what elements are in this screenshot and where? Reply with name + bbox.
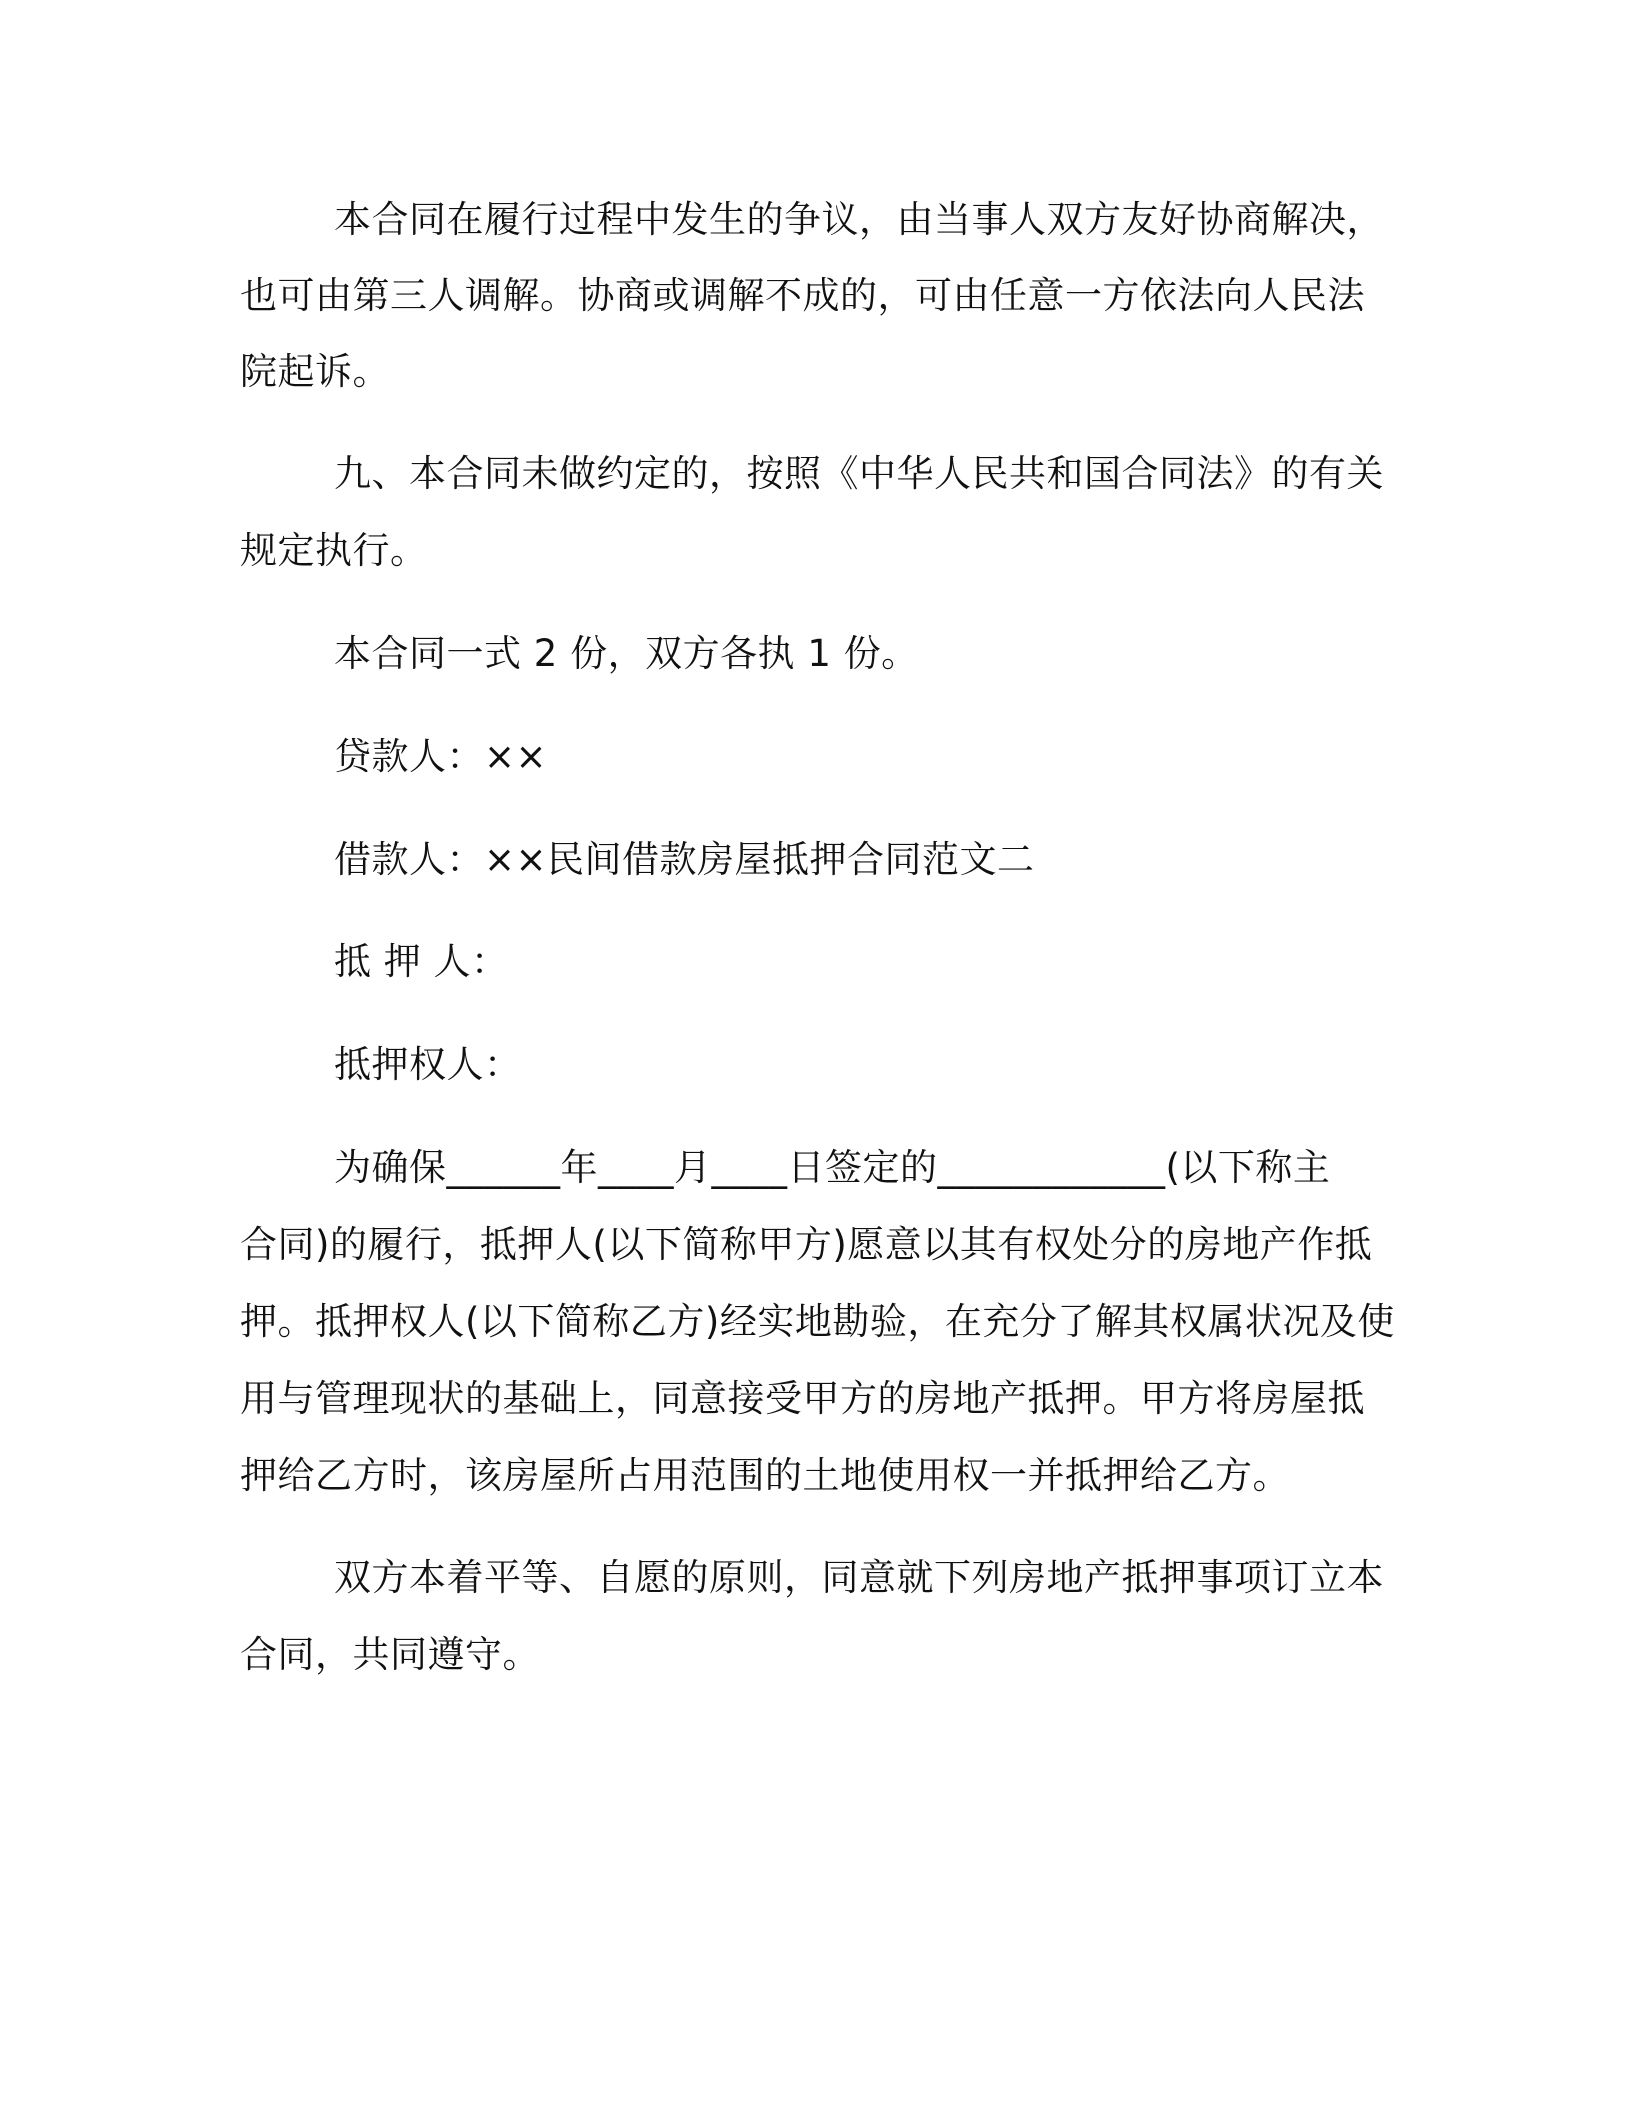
borrower-line: 借款人：××民间借款房屋抵押合同范文二	[334, 838, 1035, 881]
text-line: 九、本合同未做约定的，按照《中华人民共和国合同法》的有关	[334, 452, 1384, 495]
text-line: 押。抵押权人(以下简称乙方)经实地勘验，在充分了解其权属状况及使	[240, 1300, 1395, 1343]
mortgagor-line: 抵 押 人：	[334, 940, 509, 983]
text-line: 用与管理现状的基础上，同意接受甲方的房地产抵押。甲方将房屋抵	[240, 1377, 1365, 1420]
mortgagee-line: 抵押权人：	[334, 1043, 522, 1086]
text-line: 合同)的履行，抵押人(以下简称甲方)愿意以其有权处分的房地产作抵	[240, 1223, 1373, 1266]
text-line: 双方本着平等、自愿的原则，同意就下列房地产抵押事项订立本	[334, 1556, 1384, 1599]
text-line: 院起诉。	[240, 350, 390, 393]
text-line: 合同，共同遵守。	[240, 1633, 540, 1676]
text-line: 本合同在履行过程中发生的争议，由当事人双方友好协商解决，	[334, 198, 1384, 241]
text-line: 为确保______年____月____日签定的____________(以下称主	[334, 1146, 1331, 1189]
text-line: 规定执行。	[240, 529, 428, 572]
text-line: 本合同一式 2 份，双方各执 1 份。	[334, 632, 919, 675]
text-line: 押给乙方时，该房屋所占用范围的土地使用权一并抵押给乙方。	[240, 1454, 1290, 1497]
text-line: 也可由第三人调解。协商或调解不成的，可由任意一方依法向人民法	[240, 274, 1365, 317]
lender-line: 贷款人：××	[334, 735, 548, 778]
